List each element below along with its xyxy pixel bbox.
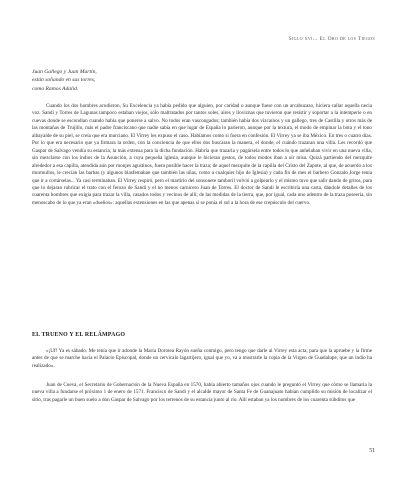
paragraph-text: Cuando los dos hombres acudieron, Su Excelencia ya había pedido que alguien, por caridad o aunque fuese con un arcabuzazo, hiciera callar aquella necia voz. Sandi y Torres de Lagunas tampoco estaban viejos, sólo maltratados por tantos soles, aires y lloviznas que tuvieron que resistir y soportar a la intemperie o en cuevas donde se escondían cuando había que ponerse a salvo. No todos eran vascongados; también había dos vizcaínos y un gallego, tres de Castilla y otros más de las montañas de Trujillo, más el padre franciscano que nadie sabía en que lugar de España lo parieron, aunque por la textura, el modo de empinar la bota y el tono albayalde de su piel, se creía que era murciano. El Virrey les expuso el caso. Habíamos como si fuera en confesión. El Virrey ya se iba México. En tres o cuatro días. Por lo que era necesario que ya firmara la orden, con la conciencia de que ellos dos buscaran la manera, el donde, el cuándo trazaran una villa. Les recordó que Gaspar de Salvago vendía su estancia, la más extensa para la dicha fundación. Habría que trazarla y pagársela entre todos lo que anhelaban vivir en una nueva villa, sin mezclarse con los indios de la Asunción, a cuya pequeña iglesia, aunque le hicieran gestos, de todos modos iban a oír misa. Quizá partiendo del mezquite alrededor a esa capilla, atendida aún por monjes agustinos, fuera posible hacer la traza; de aquel mezquite de la capilla del Cristo del Zapote, al que, de acuerdo a los murmullos, le crecían las barbas (y algunos blasfemaban que también las uñas, como a cualquier hijo de Iglesia) y cada fin de mes el barbero Gonzalo Jorge tenía que ir a cortárselas... Ya casi terminaban. El Virrey respiró, pero el martirio del sonsonete tamboril volvió a golpearlo y el mismo tuvo que salir dando de gritos, para que lo dejaran rubricar el trato con el ferozo de Sandi y el no menos carnicero Juan de Torres. El doctor de Sandi le escribiría una carta, dándole detalles de los cuarenta hombres que exigía para trazar la villa, casados todos y vecinos de allí; de las medidas de la tierra, que, por igual, cada uno adentro de la traza poseería, sin menoscabo de lo que ya eran «dueños»: aquellas extensiones en las que apenas sí se ponía el sol a la hora de ese crepúsculo del cuervo. [32,103,372,206]
running-head: Siglo xvi... El Oro de los Tiegos [288,36,375,42]
epigraph-line: están soñando en sus torres, [32,77,96,84]
section-heading: EL TRUENO Y EL RELÁMPAGO [32,332,126,338]
body-paragraph-1 [32,103,372,207]
epigraph-line: Juan Gallego y Juan Martín, [32,69,97,75]
page-number: 51 [369,448,375,454]
paragraph-text: «¡Uf! Ya es sábado. Me tenía que ir adonde la María Dorotea Rayón sueña conmigo, pero tengo que darle al Virrey esta acta, para que la apruebe y la firme antes de que se marche hacia el Palacio Episcopal, donde un cervicalo lagartijero, igual que yo, va a mostrarle la copia de la Virgen de Guadalupe, que un indio ha realizado». [32,348,372,369]
paragraph-text: Juan de Cueva, el Secretario de Gobernación de la Nueva España en 1570, había abierto tamaños ojos cuando le preguntó el Virrey que cómo se llamaría la nueva villa a fundarse el próximo 1 de enero de 1571. Francisco de Sandi y el alcalde mayor de Santa Fe de Guanajuato habían cumplido su misión de localizar el sitio, tras pagarle un buen suelo a don Gaspar de Salvago por los terrenos de su estancia junto al río. Allí estaban ya los nombres de los cuarenta súbditos que [32,382,372,403]
epigraph-line: como Ramos Adalid. [32,85,79,92]
body-paragraph-2 [32,348,372,370]
body-paragraph-3 [32,382,372,404]
epigraph [32,68,172,93]
